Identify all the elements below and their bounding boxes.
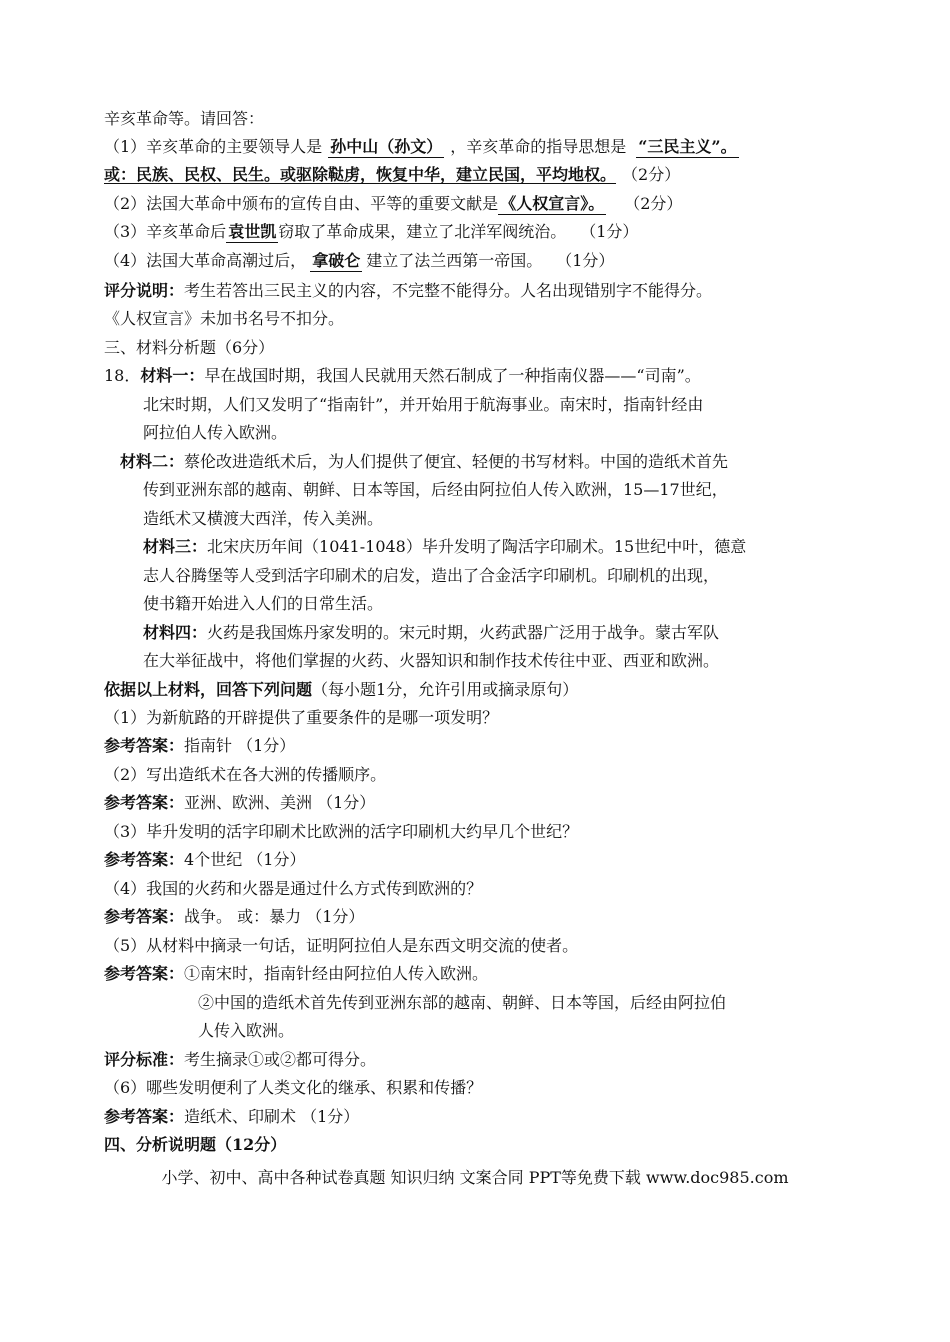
q18-answer-5-line3: 人传入欧洲。 (198, 1021, 295, 1040)
std-text: 考生摘录①或②都可得分。 (184, 1050, 377, 1069)
q17-part4 (104, 250, 614, 272)
q17-part3 (104, 221, 638, 243)
section-3-heading: 三、材料分析题（6分） (104, 338, 275, 357)
q18-answer-5-line2: ②中国的造纸术首先传到亚洲东部的越南、朝鲜、日本等国，后经由阿拉伯 (198, 993, 727, 1012)
answer-label: 参考答案： (104, 793, 185, 812)
q17-p4-answer: 拿破仑 (312, 251, 361, 270)
q17-part1 (104, 136, 739, 158)
q18-answer-6 (104, 1106, 359, 1128)
q18-instr-bold: 依据以上材料，回答下列问题 (104, 680, 313, 699)
q17-p3-prefix: （3）辛亥革命后 (104, 222, 227, 241)
q17-note-text2: 《人权宣言》未加书名号不扣分。 (104, 309, 345, 328)
q17-p4-prefix: （4）法国大革命高潮过后， (104, 251, 307, 270)
q17-p4-score: （1分） (564, 251, 615, 270)
q17-part2 (104, 193, 682, 215)
q18-instr-rest: （每小题1分，允许引用或摘录原句） (312, 680, 579, 699)
q18-question-6: （6）哪些发明便利了人类文化的继承、积累和传播？ (104, 1078, 483, 1097)
q18-m1-text2: 北宋时期，人们又发明了“指南针”，并开始用于航海事业。南宋时，指南针经由 (143, 395, 704, 414)
q17-p3-score: （1分） (588, 222, 639, 241)
q18-material1-line1 (104, 365, 701, 387)
answer-label: 参考答案： (104, 736, 185, 755)
q17-part1-cont (104, 164, 680, 186)
q17-p1-mid: ，辛亥革命的指导思想是 (450, 137, 627, 156)
q18-answer-4 (104, 906, 364, 928)
q17-p1-answer-thought: “三民主义”。 (638, 137, 737, 156)
q18-m3-text3: 使书籍开始进入人们的日常生活。 (143, 594, 384, 613)
q18-question-2: （2）写出造纸术在各大洲的传播顺序。 (104, 765, 387, 784)
q18-m1-label: 材料一： (140, 366, 205, 385)
q17-p3-answer: 袁世凯 (228, 222, 277, 241)
q18-answer-1 (104, 735, 295, 757)
answer-text: 造纸术、印刷术 （1分） (184, 1107, 360, 1126)
q17-p1-answer-leader: 孙中山（孙文） (330, 137, 443, 156)
q17-p1-score: （2分） (630, 165, 681, 184)
q18-m2-text2: 传到亚洲东部的越南、朝鲜、日本等国，后经由阿拉伯人传入欧洲，15—17世纪， (143, 480, 728, 499)
q18-number: 18． (104, 366, 141, 385)
page-footer: 小学、初中、高中各种试卷真题 知识归纳 文案合同 PPT等免费下载 www.doc985.com (161, 1168, 789, 1187)
answer-text: 亚洲、欧洲、美洲 （1分） (184, 793, 376, 812)
intro-line: 辛亥革命等。请回答： (104, 109, 265, 128)
q18-m2-text3: 造纸术又横渡大西洋，传入美洲。 (143, 509, 384, 528)
answer-label: 参考答案： (104, 907, 185, 926)
q18-m3-label: 材料三： (143, 537, 208, 556)
q18-m1-text1: 早在战国时期，我国人民就用天然石制成了一种指南仪器——“司南”。 (204, 366, 701, 385)
q18-grading-standard (104, 1049, 376, 1071)
q18-m2-label: 材料二： (120, 452, 185, 471)
q18-answer-2 (104, 792, 375, 814)
answer-label: 参考答案： (104, 964, 185, 983)
answer-label: 参考答案： (104, 850, 185, 869)
std-label: 评分标准： (104, 1050, 185, 1069)
q17-grading-note (104, 280, 712, 302)
q17-p4-suffix: 建立了法兰西第一帝国。 (366, 251, 543, 270)
q17-p1-prefix: （1）辛亥革命的主要领导人是 (104, 137, 323, 156)
answer-text: 4个世纪 （1分） (184, 850, 306, 869)
q18-question-4: （4）我国的火药和火器是通过什么方式传到欧洲的？ (104, 879, 483, 898)
q18-question-3: （3）毕升发明的活字印刷术比欧洲的活字印刷机大约早几个世纪？ (104, 822, 579, 841)
q18-answer-3 (104, 849, 305, 871)
q18-m4-label: 材料四： (143, 623, 208, 642)
q18-m3-text2: 志人谷腾堡等人受到活字印刷术的启发，造出了合金活字印刷机。印刷机的出现， (143, 566, 720, 585)
q17-p1-answer-thought-cont: 或：民族、民权、民生。或驱除鞑虏，恢复中华，建立民国，平均地权。 (104, 165, 617, 184)
q18-m4-text2: 在大举征战中，将他们掌握的火药、火器知识和制作技术传往中亚、西亚和欧洲。 (143, 651, 720, 670)
q18-question-5: （5）从材料中摘录一句话，证明阿拉伯人是东西文明交流的使者。 (104, 936, 579, 955)
q18-question-1: （1）为新航路的开辟提供了重要条件的是哪一项发明？ (104, 708, 499, 727)
answer-text: 战争。 或：暴力 （1分） (184, 907, 365, 926)
answer-label: 参考答案： (104, 1107, 185, 1126)
q17-p3-suffix: 窃取了革命成果，建立了北洋军阀统治。 (278, 222, 567, 241)
q18-m3-text1: 北宋庆历年间（1041-1048）毕升发明了陶活字印刷术。15世纪中叶，德意 (207, 537, 747, 556)
q18-m2-text1: 蔡伦改进造纸术后，为人们提供了便宜、轻便的书写材料。中国的造纸术首先 (184, 452, 729, 471)
section-4-heading: 四、分析说明题（12分） (104, 1135, 287, 1154)
q18-material2-line1 (120, 451, 728, 473)
q17-p2-answer: 《人权宣言》。 (500, 194, 605, 213)
q18-answer-5 (104, 963, 488, 985)
q18-m4-text1: 火药是我国炼丹家发明的。宋元时期，火药武器广泛用于战争。蒙古军队 (207, 623, 720, 642)
q18-material4-line1 (143, 622, 719, 644)
answer-text: 指南针 （1分） (184, 736, 296, 755)
q17-p2-prefix: （2）法国大革命中颁布的宣传自由、平等的重要文献是 (104, 194, 499, 213)
q17-p2-score: （2分） (624, 194, 683, 213)
q18-m1-text3: 阿拉伯人传入欧洲。 (143, 423, 288, 442)
q17-note-label: 评分说明： (104, 281, 185, 300)
q18-instructions (104, 679, 578, 701)
answer-text: ①南宋时，指南针经由阿拉伯人传入欧洲。 (184, 964, 489, 983)
q17-note-text: 考生若答出三民主义的内容，不完整不能得分。人名出现错别字不能得分。 (184, 281, 713, 300)
q18-material3-line1 (143, 536, 746, 558)
